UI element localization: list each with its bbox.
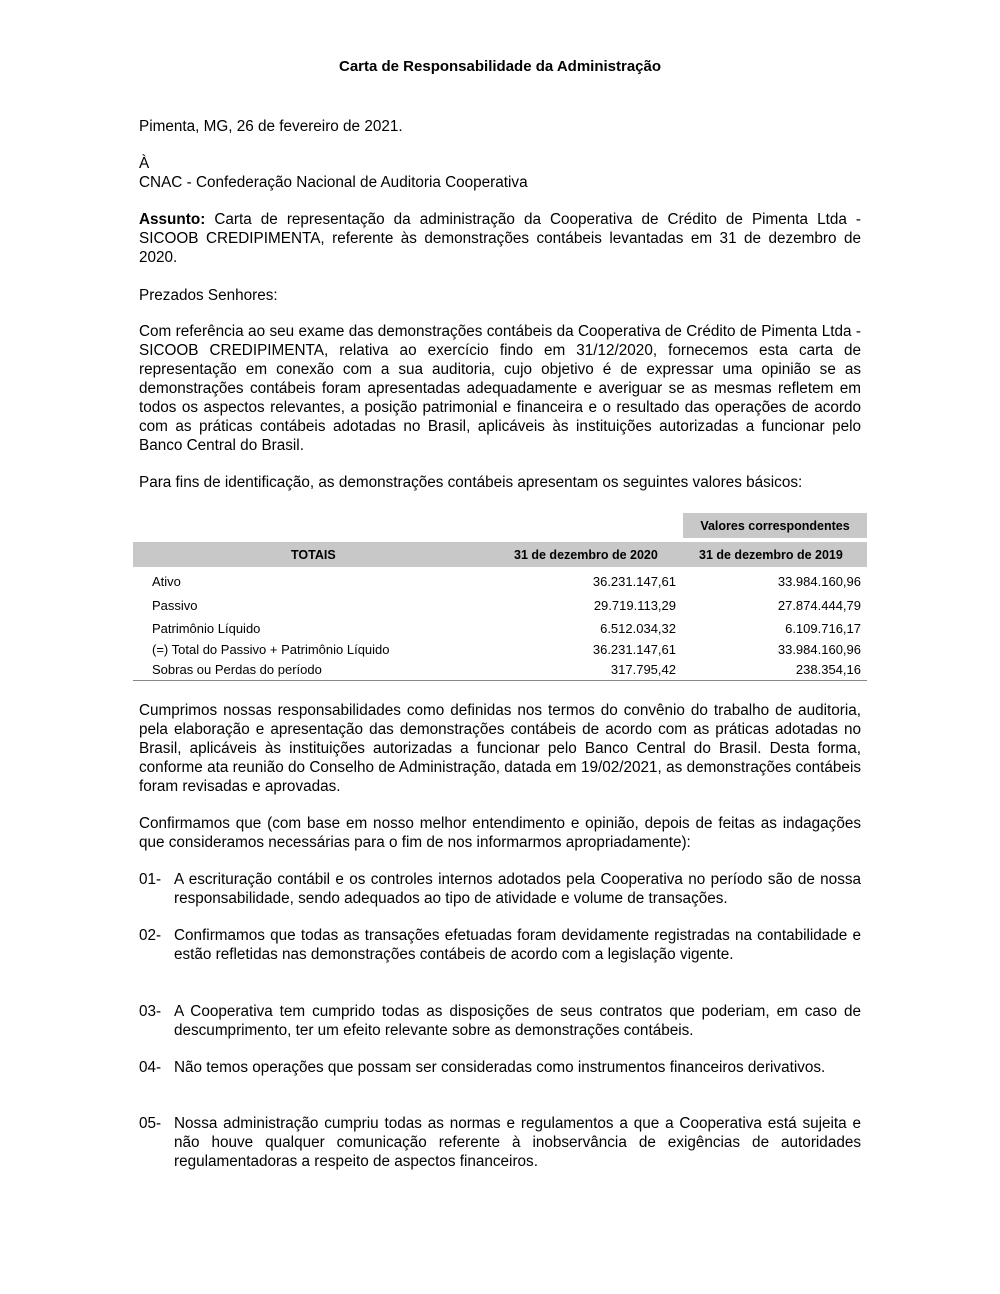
table-row xyxy=(133,596,867,616)
row-value-2019: 27.874.444,79 xyxy=(777,598,861,613)
paragraph-intro: Com referência ao seu exame das demonstrações contábeis da Cooperativa de Crédito de Pimenta Ltda - SICOOB CREDIPIMENTA, relativa ao exercício findo em 31/12/2020, fornecemos esta carta de representação em conexão com a sua auditoria, cujo objetivo é de expressar uma opinião se as demonstrações contábeis foram apresentadas adequadamente e averiguar se as mesmas refletem em todos os aspectos relevantes, a posição patrimonial e financeira e o resultado das operações de acordo com as práticas contábeis adotadas no Brasil, aplicáveis às instituições autorizadas a funcionar pelo Banco Central do Brasil. xyxy=(139,323,861,454)
row-value-2020: 6.512.034,32 xyxy=(600,621,676,636)
list-item xyxy=(139,870,861,908)
subject-paragraph xyxy=(139,210,861,267)
row-label: Ativo xyxy=(152,574,181,589)
subject-text: Carta de representação da administração da Cooperativa de Crédito de Pimenta Ltda - SICOOB CREDIPIMENTA, referente às demonstrações contábeis levantadas em 31 de dezembro de 2020. xyxy=(139,211,861,266)
item-text: Nossa administração cumpriu todas as normas e regulamentos a que a Cooperativa está sujeita e não houve qualquer comunicação referente à inobservância de exigências de autoridades regulamentadoras a respeito de aspectos financeiros. xyxy=(174,1115,861,1170)
item-text: Confirmamos que todas as transações efetuadas foram devidamente registradas na contabilidade e estão refletidas nas demonstrações contábeis de acordo com a legislação vigente. xyxy=(174,927,861,963)
table-row xyxy=(133,572,867,592)
row-value-2019: 238.354,16 xyxy=(795,662,861,677)
table-row xyxy=(133,619,867,639)
list-item xyxy=(139,1058,861,1077)
table-header-2020: 31 de dezembro de 2020 xyxy=(514,548,658,562)
row-value-2019: 6.109.716,17 xyxy=(785,621,861,636)
list-item xyxy=(139,1114,861,1171)
table-row xyxy=(133,640,867,660)
list-item xyxy=(139,1002,861,1040)
table-bottom-rule xyxy=(133,680,867,681)
item-text: A Cooperativa tem cumprido todas as disposições de seus contratos que poderiam, em caso de descumprimento, ter um efeito relevante sobre as demonstrações contábeis. xyxy=(174,1003,861,1039)
to-prefix: À xyxy=(139,155,150,172)
item-number: 04- xyxy=(139,1059,162,1076)
row-value-2020: 36.231.147,61 xyxy=(592,642,676,657)
row-value-2020: 29.719.113,29 xyxy=(593,598,676,613)
item-number: 02- xyxy=(139,927,162,944)
item-number: 05- xyxy=(139,1115,162,1132)
row-label: Sobras ou Perdas do período xyxy=(152,662,322,677)
row-value-2020: 36.231.147,61 xyxy=(592,574,676,589)
subject-label: Assunto: xyxy=(139,211,206,228)
row-label: Patrimônio Líquido xyxy=(152,621,261,636)
paragraph-identification: Para fins de identificação, as demonstrações contábeis apresentam os seguintes valores básicos: xyxy=(139,474,803,491)
salutation: Prezados Senhores: xyxy=(139,287,278,304)
table-row xyxy=(133,660,867,680)
document-title: Carta de Responsabilidade da Administração xyxy=(338,58,662,75)
place-date: Pimenta, MG, 26 de fevereiro de 2021. xyxy=(139,118,403,135)
item-number: 03- xyxy=(139,1003,162,1020)
paragraph-responsibilities: Cumprimos nossas responsabilidades como definidas nos termos do convênio do trabalho de auditoria, pela elaboração e apresentação das demonstrações contábeis de acordo com as práticas adotadas no Brasil, aplicáveis às instituições autorizadas a funcionar pelo Banco Central do Brasil. Desta forma, conforme ata reunião do Conselho de Administração, datada em 19/02/2021, as demonstrações contábeis foram revisadas e aprovadas. xyxy=(139,702,861,795)
row-value-2019: 33.984.160,96 xyxy=(777,574,861,589)
table-header-row xyxy=(133,542,867,567)
item-text: A escrituração contábil e os controles internos adotados pela Cooperativa no período são de nossa responsabilidade, sendo adequados ao tipo de atividade e volume de transações. xyxy=(174,871,861,907)
row-value-2019: 33.984.160,96 xyxy=(777,642,861,657)
recipient: CNAC - Confederação Nacional de Auditoria Cooperativa xyxy=(139,174,528,191)
table-header-totais: TOTAIS xyxy=(291,548,336,562)
table-group-header: Valores correspondentes xyxy=(683,513,867,538)
item-text: Não temos operações que possam ser consideradas como instrumentos financeiros derivativos. xyxy=(174,1059,826,1076)
row-label: Passivo xyxy=(152,598,198,613)
row-value-2020: 317.795,42 xyxy=(610,662,676,677)
item-number: 01- xyxy=(139,871,162,888)
list-item xyxy=(139,926,861,964)
paragraph-confirmation: Confirmamos que (com base em nosso melhor entendimento e opinião, depois de feitas as indagações que consideramos necessárias para o fim de nos informarmos apropriadamente): xyxy=(139,815,861,851)
row-label: (=) Total do Passivo + Patrimônio Líquido xyxy=(152,642,390,657)
table-header-2019: 31 de dezembro de 2019 xyxy=(699,548,843,562)
